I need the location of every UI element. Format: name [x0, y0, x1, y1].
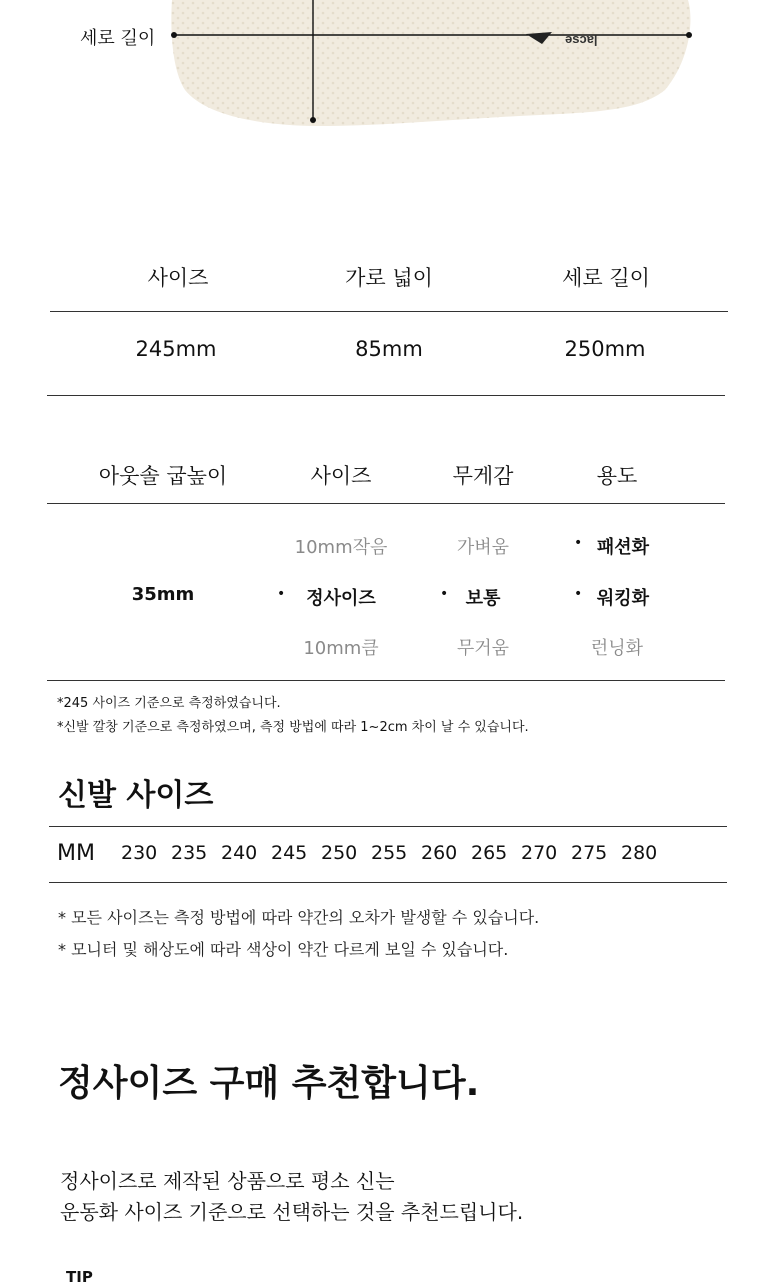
measure-note-1: *245 사이즈 기준으로 측정하였습니다.	[57, 696, 281, 711]
shoe-size-bottom-border	[49, 882, 727, 883]
prop-bottom-border	[47, 680, 725, 681]
size-option-true: 정사이즈	[306, 588, 376, 609]
measure-header-width: 가로 넓이	[345, 266, 433, 290]
shoe-size-item: 270	[521, 842, 558, 864]
recommend-title: 정사이즈 구매 추천합니다.	[58, 1063, 480, 1104]
shoe-size-item: 255	[371, 842, 408, 864]
shoe-size-item: 275	[571, 842, 608, 864]
recommend-line-2: 운동화 사이즈 기준으로 선택하는 것을 추천드립니다.	[60, 1200, 524, 1224]
shoe-size-item: 245	[271, 842, 308, 864]
shoe-size-item: 250	[321, 842, 358, 864]
prop-header-outsole: 아웃솔 굽높이	[98, 464, 228, 488]
measure-bottom-border	[47, 395, 725, 396]
shoe-size-top-border	[49, 826, 727, 827]
measure-value-length: 250mm	[564, 337, 646, 361]
prop-header-size: 사이즈	[310, 464, 372, 488]
weight-option-normal: 보통	[465, 588, 501, 609]
use-option-fashion: 패션화	[596, 537, 650, 558]
use-option-running: 런닝화	[590, 638, 644, 659]
size-option-large: 10mm큼	[303, 638, 379, 659]
measure-value-size: 245mm	[135, 337, 217, 361]
shoe-size-title: 신발 사이즈	[58, 778, 214, 813]
shoe-size-item: 260	[421, 842, 458, 864]
measure-header-size: 사이즈	[147, 266, 209, 290]
shoe-size-item: 240	[221, 842, 258, 864]
size-selected-bullet: •	[277, 586, 286, 602]
weight-option-heavy: 무거움	[456, 638, 510, 659]
shoe-size-item: 235	[171, 842, 208, 864]
tip-label: TIP	[66, 1268, 93, 1286]
measure-divider	[50, 311, 728, 312]
shoe-size-item: 265	[471, 842, 508, 864]
use-selected-bullet-fashion: •	[574, 535, 583, 551]
size-note-1: * 모든 사이즈는 측정 방법에 따라 약간의 오차가 발생할 수 있습니다.	[58, 908, 540, 927]
shoe-size-item: 230	[121, 842, 158, 864]
prop-divider	[47, 503, 725, 504]
prop-header-weight: 무게감	[452, 464, 514, 488]
measure-note-2: *신발 깔창 기준으로 측정하였으며, 측정 방법에 따라 1~2cm 차이 날 수 있습니다.	[57, 720, 529, 735]
recommend-line-1: 정사이즈로 제작된 상품으로 평소 신는	[60, 1169, 395, 1193]
prop-header-use: 용도	[596, 464, 638, 488]
measure-header-length: 세로 길이	[562, 266, 650, 290]
length-label: 세로 길이	[80, 28, 156, 49]
weight-option-light: 가벼움	[456, 537, 510, 558]
weight-selected-bullet: •	[440, 586, 449, 602]
insole-illustration	[0, 0, 780, 140]
measure-value-width: 85mm	[355, 337, 423, 361]
size-option-small: 10mm작음	[294, 537, 388, 558]
use-option-walking: 워킹화	[596, 588, 650, 609]
use-selected-bullet-walking: •	[574, 586, 583, 602]
outsole-height-value: 35mm	[131, 584, 195, 605]
shoe-size-item: 280	[621, 842, 658, 864]
shoe-size-unit: MM	[57, 841, 95, 866]
brand-mark: ǝsɔɐꞁ	[565, 31, 598, 46]
size-note-2: * 모니터 및 해상도에 따라 색상이 약간 다르게 보일 수 있습니다.	[58, 940, 509, 959]
